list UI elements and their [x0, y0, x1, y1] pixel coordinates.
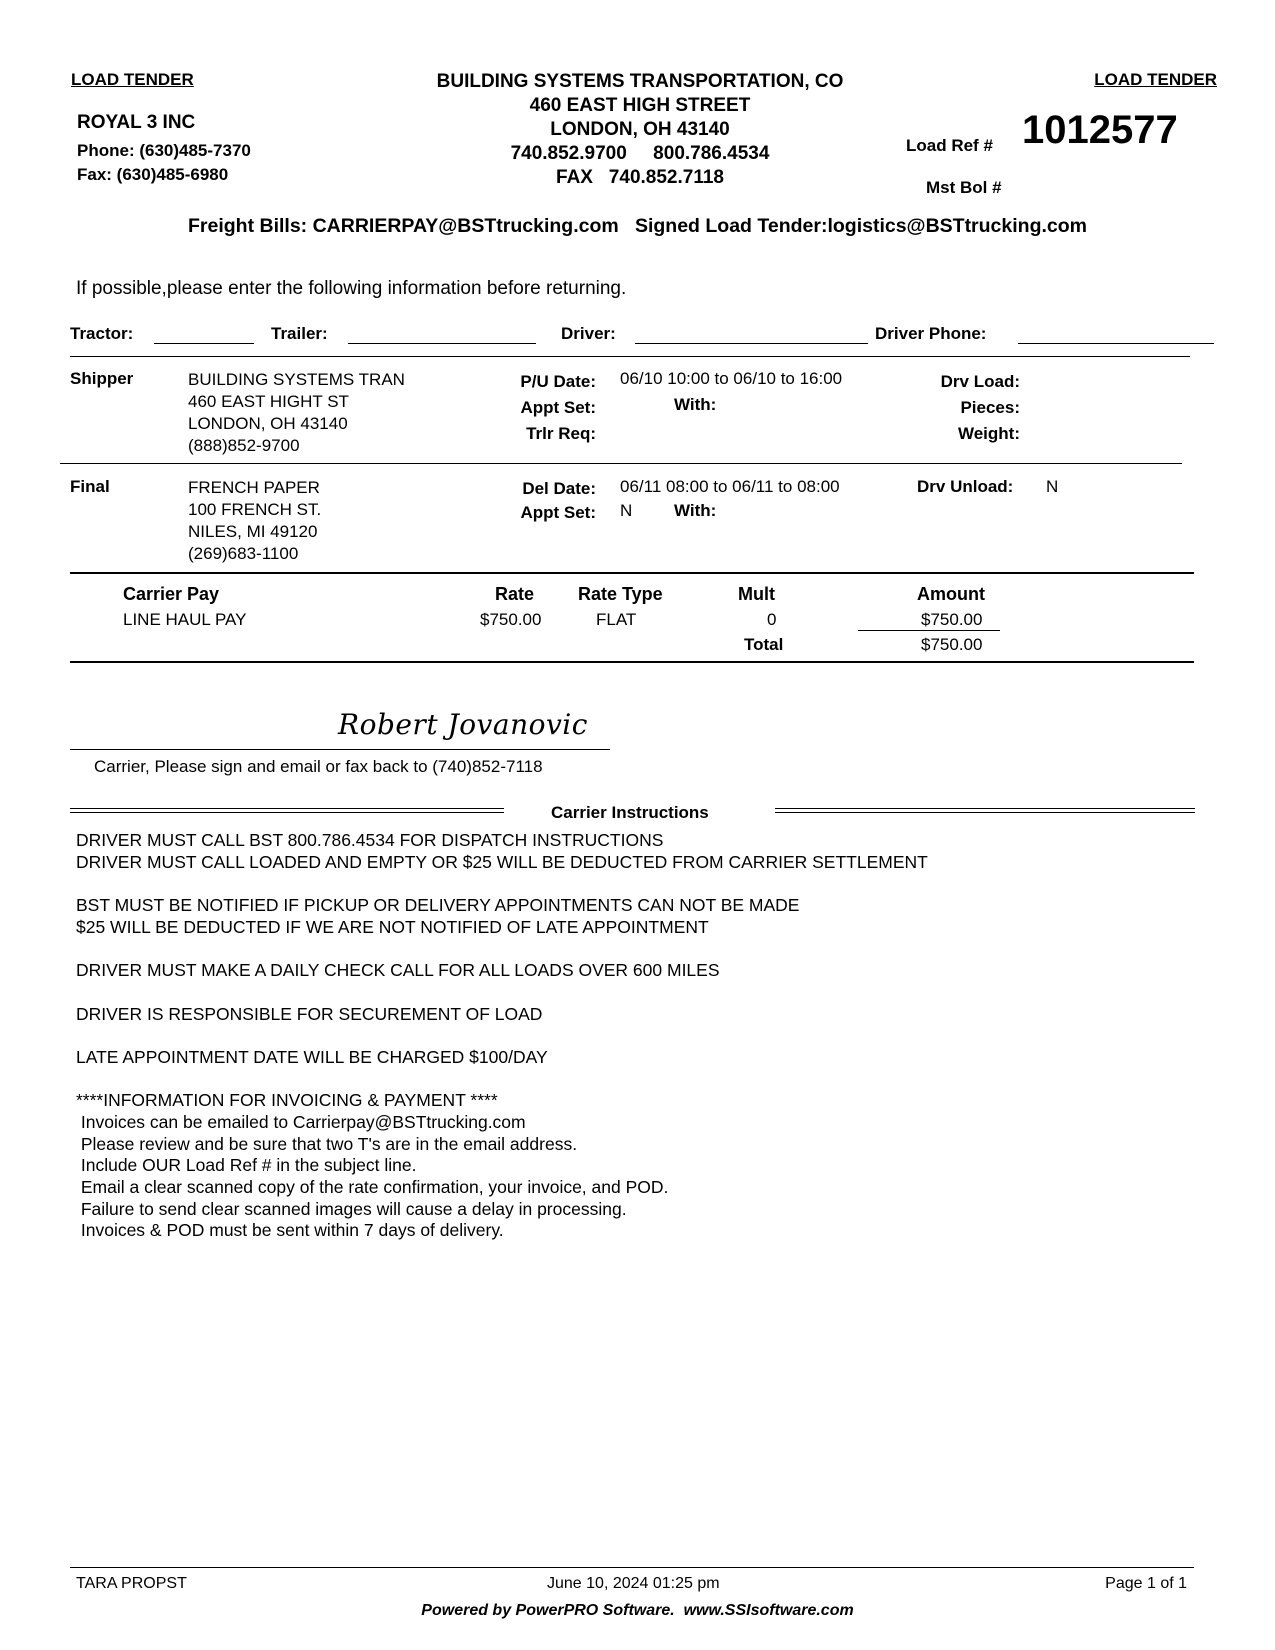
carrier-phone: Phone: (630)485-7370	[77, 141, 251, 160]
pay-mult: 0	[767, 610, 777, 629]
instruction-line: $25 WILL BE DEDUCTED IF WE ARE NOT NOTIFIED OF LATE APPOINTMENT	[76, 916, 709, 937]
load-ref-value: 1012577	[1022, 108, 1178, 152]
carrier-name: ROYAL 3 INC	[77, 112, 196, 133]
appt-set-value: N	[620, 501, 633, 520]
final-address-line: (269)683-1100	[188, 544, 299, 563]
freight-bill-emails: Freight Bills: CARRIERPAY@BSTtrucking.com Signed Load Tender:logistics@BSTtrucking.com	[187, 215, 1088, 237]
instruction-line: Include OUR Load Ref # in the subject line.	[76, 1155, 417, 1176]
tractor-label: Tractor:	[70, 324, 134, 343]
with-label: With:	[674, 395, 717, 414]
driver-phone-label: Driver Phone:	[875, 324, 987, 343]
instruction-line: Please review and be sure that two T's are in the email address.	[76, 1133, 578, 1154]
company-street: 460 EAST HIGH STREET	[529, 95, 751, 116]
pu-date-value: 06/10 10:00 to 06/10 to 16:00	[620, 369, 843, 388]
company-block	[390, 70, 890, 190]
carrier-instructions-title: Carrier Instructions	[551, 803, 709, 822]
instruction-line: LATE APPOINTMENT DATE WILL BE CHARGED $100/DAY	[76, 1046, 548, 1067]
pu-date-label: P/U Date:	[520, 372, 596, 391]
final-address-line: 100 FRENCH ST.	[188, 500, 322, 519]
shipper-load-labels	[880, 369, 1020, 447]
rate-header: Rate	[495, 584, 535, 604]
instruction-line: DRIVER MUST CALL BST 800.786.4534 FOR DISPATCH INSTRUCTIONS	[76, 830, 664, 850]
instruction-line: DRIVER MUST MAKE A DAILY CHECK CALL FOR ALL LOADS OVER 600 MILES	[76, 960, 720, 981]
amount-header: Amount	[917, 584, 985, 604]
shipper-address-line: 460 EAST HIGHT ST	[188, 392, 349, 411]
del-date-label: Del Date:	[522, 479, 596, 498]
amount-underline	[858, 630, 1000, 631]
appt-set-label: Appt Set:	[520, 503, 596, 522]
shipper-address-line: BUILDING SYSTEMS TRAN	[188, 370, 405, 389]
info-prompt: If possible,please enter the following information before returning.	[76, 278, 627, 299]
drv-unload-value: N	[1046, 477, 1059, 496]
instruction-line: ****INFORMATION FOR INVOICING & PAYMENT ****	[76, 1090, 498, 1111]
driver-phone-blank[interactable]	[1018, 343, 1214, 344]
footer-timestamp: June 10, 2024 01:25 pm	[547, 1575, 720, 1592]
divider	[70, 661, 1194, 663]
pay-amount: $750.00	[921, 610, 983, 629]
total-label: Total	[744, 635, 784, 654]
divider	[60, 463, 1182, 464]
shipper-address	[188, 369, 405, 457]
shipper-label: Shipper	[70, 369, 134, 388]
double-rule-left	[70, 808, 504, 813]
load-tender-tag-left: LOAD TENDER	[71, 70, 194, 89]
shipper-address-line: (888)852-9700	[188, 436, 300, 455]
instruction-line	[76, 1025, 928, 1047]
company-name: BUILDING SYSTEMS TRANSPORTATION, CO	[436, 71, 844, 92]
shipper-field-labels	[470, 369, 596, 447]
instruction-line: Failure to send clear scanned images will cause a delay in processing.	[76, 1198, 627, 1219]
instruction-line: Invoices can be emailed to Carrierpay@BSTtrucking.com	[76, 1111, 526, 1132]
load-ref-label: Load Ref #	[906, 136, 993, 155]
instruction-line: Invoices & POD must be sent within 7 days of delivery.	[76, 1220, 504, 1241]
shipper-address-line: LONDON, OH 43140	[188, 414, 348, 433]
carrier-instructions-list	[76, 830, 928, 1242]
final-field-labels	[470, 477, 596, 525]
divider	[70, 356, 1190, 357]
drv-load-label: Drv Load:	[940, 372, 1020, 391]
tractor-blank[interactable]	[154, 343, 254, 344]
instruction-line	[76, 873, 928, 895]
footer-divider	[70, 1567, 1194, 1568]
mst-bol-label: Mst Bol #	[926, 178, 1002, 197]
load-tender-tag-right: LOAD TENDER	[1094, 70, 1217, 89]
trailer-label: Trailer:	[271, 324, 328, 343]
final-address	[188, 477, 321, 565]
appt-set-label: Appt Set:	[520, 398, 596, 417]
final-address-line: NILES, MI 49120	[188, 522, 318, 541]
company-fax: FAX 740.852.7118	[556, 167, 724, 188]
del-date-value: 06/11 08:00 to 06/11 to 08:00	[620, 477, 840, 496]
divider	[70, 572, 1194, 574]
pay-description: LINE HAUL PAY	[123, 610, 247, 629]
trailer-blank[interactable]	[348, 343, 536, 344]
mult-header: Mult	[738, 584, 775, 604]
pieces-label: Pieces:	[960, 398, 1020, 417]
drv-unload-label: Drv Unload:	[917, 477, 1014, 496]
driver-blank[interactable]	[635, 343, 868, 344]
weight-label: Weight:	[957, 424, 1020, 443]
footer-page-number: Page 1 of 1	[1105, 1575, 1187, 1592]
final-label: Final	[70, 477, 110, 496]
final-address-line: FRENCH PAPER	[188, 478, 320, 497]
instruction-line: DRIVER IS RESPONSIBLE FOR SECUREMENT OF LOAD	[76, 1003, 543, 1024]
pay-rate: $750.00	[480, 610, 542, 629]
instruction-line: BST MUST BE NOTIFIED IF PICKUP OR DELIVERY APPOINTMENTS CAN NOT BE MADE	[76, 895, 800, 916]
instruction-line: Email a clear scanned copy of the rate confirmation, your invoice, and POD.	[76, 1177, 669, 1197]
footer-powered-by: Powered by PowerPRO Software. www.SSIsoftware.com	[421, 1602, 854, 1619]
carrier-signature: Robert Jovanovic	[338, 708, 588, 741]
company-city: LONDON, OH 43140	[550, 119, 730, 140]
total-value: $750.00	[921, 635, 983, 654]
carrier-pay-header: Carrier Pay	[123, 584, 220, 604]
trlr-req-label: Trlr Req:	[526, 424, 596, 443]
instruction-line	[76, 982, 928, 1004]
double-rule-right	[775, 808, 1195, 813]
rate-type-header: Rate Type	[578, 584, 663, 604]
instruction-line	[76, 938, 928, 960]
company-phones: 740.852.9700 800.786.4534	[510, 143, 770, 164]
driver-label: Driver:	[561, 324, 616, 343]
instruction-line	[76, 1069, 928, 1091]
signature-line[interactable]	[70, 749, 610, 750]
with-label: With:	[674, 501, 717, 520]
carrier-fax: Fax: (630)485-6980	[77, 165, 229, 184]
pay-rate-type: FLAT	[596, 610, 637, 629]
signature-caption: Carrier, Please sign and email or fax back to (740)852-7118	[94, 757, 543, 776]
instruction-line: DRIVER MUST CALL LOADED AND EMPTY OR $25 WILL BE DEDUCTED FROM CARRIER SETTLEMENT	[76, 851, 928, 872]
footer-user: TARA PROPST	[76, 1575, 187, 1592]
